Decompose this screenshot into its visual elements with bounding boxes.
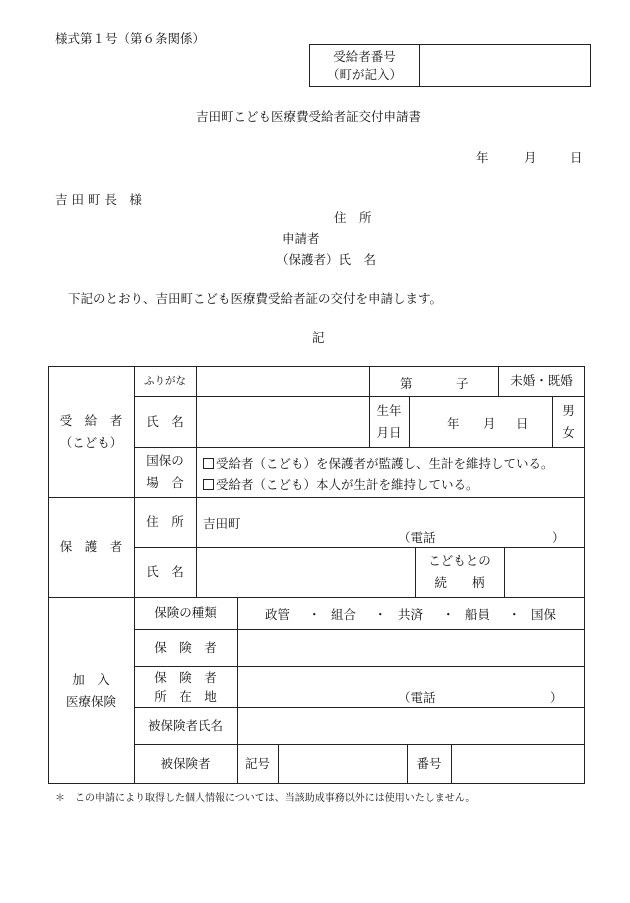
- dob-label: 生年 月日: [376, 402, 402, 440]
- dob-year: 年: [447, 416, 460, 431]
- type-separator: ・: [508, 607, 521, 622]
- dob-month: 月: [483, 416, 496, 431]
- insurance-type-kokuho[interactable]: 国保: [531, 607, 557, 622]
- ki-label: 記: [312, 330, 325, 345]
- insurance-type-seikan[interactable]: 政管: [265, 607, 291, 622]
- furigana-label: ふりがな: [144, 375, 186, 387]
- guardian-name-input[interactable]: [197, 548, 414, 596]
- insurance-type-label: 保険の種類: [154, 605, 217, 620]
- applicant-label: 申請者: [282, 231, 320, 246]
- insurer-address-label: 保 険 者 所 在 地: [154, 669, 217, 704]
- guardian-address-label: 住 所: [146, 514, 184, 529]
- type-separator: ・: [442, 607, 455, 622]
- form-number: 様式第１号（第６条関係）: [55, 31, 206, 46]
- recipient-section-label: 受 給 者 （こども）: [59, 412, 123, 450]
- birth-order-ko: 子: [456, 376, 469, 391]
- symbol-input[interactable]: [279, 745, 406, 783]
- child-name-input[interactable]: [197, 397, 368, 446]
- kokuho-label: 国保の 場 合: [146, 453, 184, 490]
- insurer-input[interactable]: [238, 630, 584, 665]
- type-separator: ・: [374, 607, 387, 622]
- insurance-type-kyosai[interactable]: 共済: [398, 607, 424, 622]
- date-day: 日: [570, 150, 583, 165]
- number-input[interactable]: [452, 745, 584, 783]
- addressee: 吉 田 町 長 様: [55, 192, 142, 207]
- guardian-name-label: （保護者）氏 名: [276, 252, 377, 267]
- form-title: 吉田町こども医療費受給者証交付申請書: [196, 109, 422, 124]
- insured-name-input[interactable]: [238, 708, 584, 743]
- receiver-number-field[interactable]: [420, 45, 590, 86]
- furigana-input[interactable]: [197, 367, 368, 396]
- insurance-section-label: 加 入 医療保険: [65, 671, 116, 709]
- date-year: 年: [476, 150, 489, 165]
- type-separator: ・: [308, 607, 321, 622]
- sex-selector[interactable]: 男 女: [562, 402, 575, 440]
- symbol-label: 記号: [244, 756, 270, 771]
- checkbox-icon[interactable]: [203, 458, 214, 469]
- kokuho-option-self[interactable]: 受給者（こども）本人が生計を維持している。: [203, 475, 479, 493]
- receiver-number-label: 受給者番号 （町が記入）: [326, 48, 402, 82]
- guardian-address-input[interactable]: 吉田町: [203, 516, 241, 531]
- relation-input[interactable]: [505, 548, 584, 596]
- insured-card-label: 被保険者: [160, 756, 211, 771]
- guardian-phone-close: ）: [552, 530, 565, 545]
- guardian-phone-open: （電話: [398, 530, 436, 545]
- checkbox-icon[interactable]: [203, 479, 214, 490]
- insurer-label: 保 険 者: [154, 639, 217, 655]
- insured-name-label: 被保険者氏名: [147, 717, 223, 733]
- number-label: 番号: [416, 756, 442, 771]
- guardian-section-label: 保 護 者: [59, 539, 123, 554]
- marital-status[interactable]: 未婚・既婚: [510, 373, 573, 388]
- birth-order-dai: 第: [400, 376, 413, 391]
- insurance-type-kumiai[interactable]: 組合: [331, 607, 357, 622]
- date-month: 月: [524, 150, 537, 165]
- dob-day: 日: [516, 416, 529, 431]
- kokuho-option-guardian[interactable]: 受給者（こども）を保護者が監護し、生計を維持している。: [203, 454, 554, 472]
- child-name-label: 氏 名: [146, 413, 184, 429]
- insurer-phone-open: （電話: [398, 690, 436, 705]
- relation-label: こどもとの 続 柄: [428, 553, 491, 590]
- guardian-name-field-label: 氏 名: [146, 564, 184, 579]
- applicant-address-label: 住 所: [334, 210, 372, 225]
- insurance-type-senin[interactable]: 船員: [465, 607, 491, 622]
- intro-text: 下記のとおり、吉田町こども医療費受給者証の交付を申請します。: [68, 291, 443, 306]
- privacy-footnote: ＊ この申請により取得した個人情報については、当該助成事務以外には使用いたしません。: [55, 793, 476, 804]
- insurer-phone-close: ）: [550, 690, 563, 705]
